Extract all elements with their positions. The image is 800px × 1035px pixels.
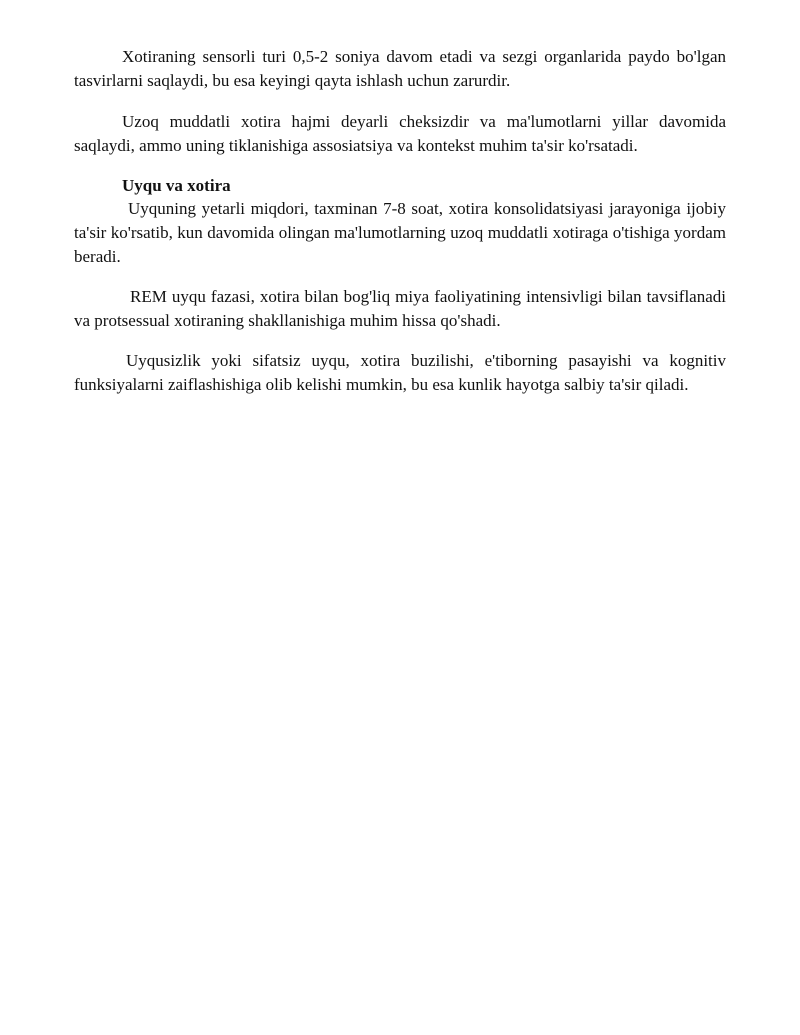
paragraph-insomnia: Uyqusizlik yoki sifatsiz uyqu, xotira buzilishi, e'tiborning pasayishi va kognitiv funksiyalarni zaiflashishiga olib kelishi mumkin, bu esa kunlik hayotga salbiy ta'sir qiladi. — [74, 351, 726, 394]
document-body — [74, 45, 726, 397]
section-heading: Uyqu va xotira — [122, 176, 231, 195]
paragraph-long-term-memory: Uzoq muddatli xotira hajmi deyarli cheksizdir va ma'lumotlarni yillar davomida saqlaydi, ammo uning tiklanishiga assosiatsiya va kontekst muhim ta'sir ko'rsatadi. — [74, 112, 726, 155]
paragraph-sleep-amount: Uyquning yetarli miqdori, taxminan 7-8 soat, xotira konsolidatsiyasi jarayoniga ijobiy ta'sir ko'rsatib, kun davomida olingan ma'lumotlarning uzoq muddatli xotiraga o'tishiga yordam beradi. — [74, 199, 726, 266]
paragraph-rem-sleep: REM uyqu fazasi, xotira bilan bog'liq miya faoliyatining intensivligi bilan tavsiflanadi va protsessual xotiraning shakllanishiga muhim hissa qo'shadi. — [74, 287, 726, 330]
paragraph-sensory-memory: Xotiraning sensorli turi 0,5-2 soniya davom etadi va sezgi organlarida paydo bo'lgan tasvirlarni saqlaydi, bu esa keyingi qayta ishlash uchun zarurdir. — [74, 47, 726, 90]
